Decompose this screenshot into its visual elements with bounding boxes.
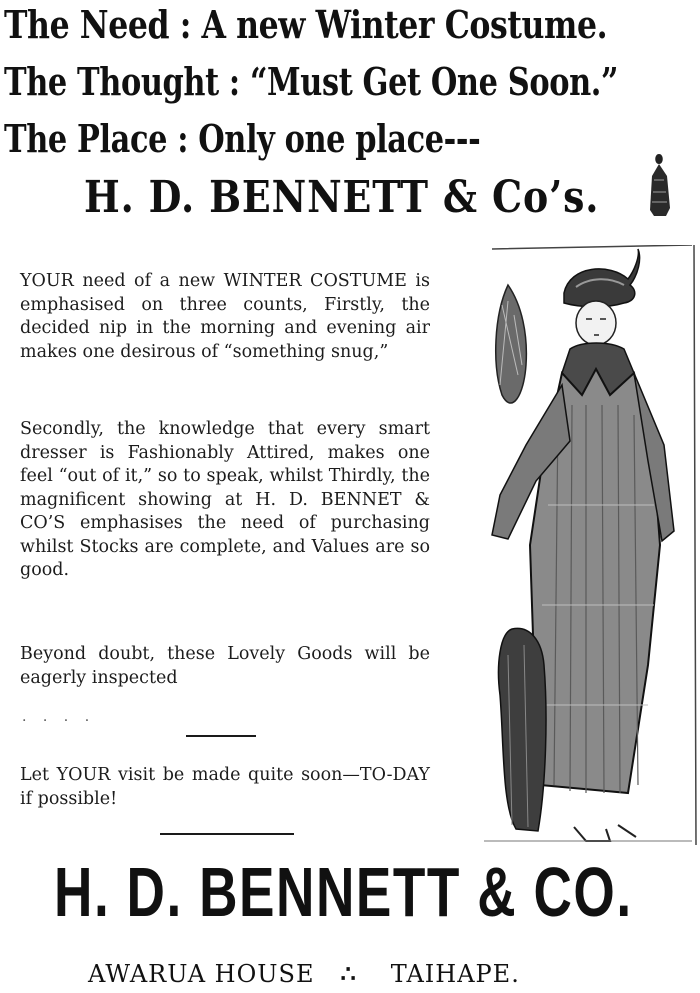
paragraph-visit: Let YOUR visit be made quite soon—TO-DAY if possible!	[20, 765, 430, 809]
winter-costume-illustration	[478, 245, 698, 847]
divider-short	[186, 735, 256, 737]
headline-thought: The Thought : “Must Get One Soon.”	[4, 59, 619, 104]
divider-long	[160, 833, 294, 835]
decorative-dots: · · · ·	[22, 713, 96, 729]
company-name-bottom: H. D. BENNETT & CO.	[54, 853, 633, 931]
paragraph-secondly: Secondly, the knowledge that every smart dresser is Fashionably Attired, makes one feel “out of it,” so to speak, whilst Thirdly, the magnificent showing at H. D. BENNET & CO’S emphasises the need of purchasing whilst Stocks are complete, and Values are so good.	[20, 419, 430, 580]
footer-address	[88, 959, 520, 988]
company-name-top: H. D. BENNETT & Co’s.	[84, 172, 600, 223]
paragraph-intro: YOUR need of a new WINTER COSTUME is emphasised on three counts, Firstly, the decided nip in the morning and evening air makes one desirous of “something snug,”	[20, 271, 430, 362]
headline-place: The Place : Only one place---	[4, 116, 481, 161]
paragraph-beyond-doubt: Beyond doubt, these Lovely Goods will be eagerly inspected	[20, 644, 430, 688]
footer-town: TAIHAPE.	[390, 960, 520, 988]
footer-separator: ∴	[340, 959, 357, 988]
headline-need: The Need : A new Winter Costume.	[4, 2, 608, 47]
small-figure-illustration	[642, 150, 676, 220]
footer-house: AWARUA HOUSE	[88, 960, 315, 988]
